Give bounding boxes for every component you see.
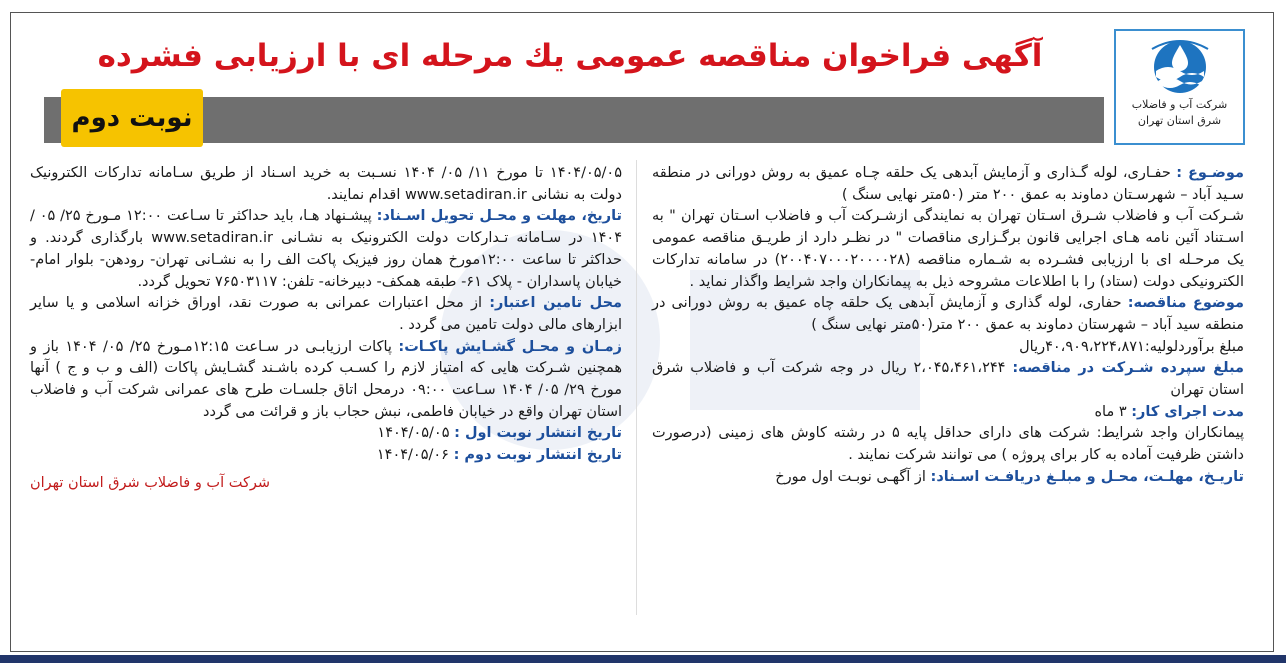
- funding-paragraph: [30, 293, 622, 336]
- right-column: [652, 163, 1244, 489]
- funding-label: محل تامین اعتبار:: [489, 295, 623, 312]
- water-drop-logo-icon: [1148, 37, 1212, 95]
- company-logo: [1114, 29, 1245, 145]
- duration-label: مدت اجرای کار:: [1131, 403, 1244, 420]
- footer-bar: [0, 655, 1286, 663]
- submission-paragraph: [30, 206, 622, 293]
- intro-paragraph: شـرکت آب و فاضلاب شـرق اسـتان تهران به نمایندگی ازشـرکت آب و فاضلاب اسـتان تهران " به اسـتناد آئین نامه هـای اجرایی قانون برگـزاری مناقصات " در نظـر دارد از طریـق مناقصه عمومی یک مرحـله ای با ارزیابی فشـرده به شـماره مناقصه (۲۰۰۴۰۷۰۰۰۲۰۰۰۰۲۸) در سامانه تدارکات الکترونیکی دولت (ستاد) را با اطلاعات مشروحه ذیل به پیمانکاران واجد شرایط واگذار نماید .: [652, 208, 1245, 290]
- qualification-paragraph: پیمانکاران واجد شرایط: شرکت های دارای حداقل پایه ۵ در رشته کاوش های زمینی (درصورت داشتن ظرفیت آماده به کار برای پروژه ) می توانند شرکت نمایند .: [652, 425, 1245, 464]
- duration-text: ۳ ماه: [1094, 403, 1132, 420]
- second-publication-paragraph: [30, 445, 622, 467]
- opening-paragraph: [30, 337, 622, 424]
- first-publication-date: ۱۴۰۴/۰۵/۰۵: [377, 425, 455, 442]
- tender-subject-text: حفاری، لوله گذاری و آزمایش آبدهی یک حلقه چاه عمیق به روش دورانی در منطقه سید آباد – شهرستان دماوند به عمق ۲۰۰ متر(۵۰متر نهایی سنگ ): [652, 295, 1244, 333]
- subject-text: حفـاری، لوله گـذاری و آزمایش آبدهی یک حلقه چـاه عمیق به روش دورانی در منطقه سـید آباد – شهرسـتان دماوند به عمق ۲۰۰ متر (۵۰متر نهایی سنگ ): [652, 165, 1244, 203]
- column-divider: [636, 160, 637, 615]
- signature: شرکت آب و فاضلاب شرق استان تهران: [30, 474, 271, 491]
- subject-paragraph: [652, 163, 1244, 206]
- round-badge-label: نوبت دوم: [71, 103, 193, 133]
- notice-title: آگهی فراخوان مناقصه عمومی یك مرحله ای با ارزیابی فشرده: [97, 38, 1043, 74]
- docs-paragraph: [652, 467, 1244, 489]
- logo-line-2: شرق استان تهران: [1137, 114, 1222, 127]
- docs-text: از آگهـی نوبـت اول مورخ: [775, 468, 931, 485]
- second-publication-label: تاریخ انتشار نوبت دوم :: [453, 447, 622, 464]
- left-column: [30, 163, 622, 495]
- round-badge: [61, 89, 203, 147]
- opening-text: پاکات ارزیابـی در سـاعت ۱۲:۱۵مـورخ ۲۵/ ۰۵/ ۱۴۰۴ باز و همچنین شـرکت هایی که امتیاز لازم را کسـب کرده باشـند گشـایش پاکات (الف و ب و ج ) آنها مورخ ۲۹/ ۰۵/ ۱۴۰۴ سـاعت ۰۹:۰۰ درمحل اتاق جلسـات طرح های عمرانی شرکت آب و فاضلاب استان تهران واقع در خیابان فاطمی، نبش حجاب باز و قرائت می گردد: [30, 338, 623, 420]
- tender-subject-paragraph: [652, 293, 1244, 336]
- subject-label: موضـوع :: [1176, 165, 1244, 181]
- tender-subject-label: موضوع مناقصه:: [1127, 295, 1244, 312]
- first-publication-paragraph: [30, 423, 622, 445]
- deposit-text: ۲،۰۴۵،۴۶۱،۲۴۴ ریال در وجه شرکت آب و فاضلاب شرق استان تهران: [652, 360, 1244, 399]
- logo-line-1: شرکت آب و فاضلاب: [1131, 98, 1228, 111]
- opening-label: زمـان و محـل گشـایش پاکـات:: [398, 338, 623, 355]
- docs-continued-paragraph: ۱۴۰۴/۰۵/۰۵ تا مورخ ۱۱/ ۰۵/ ۱۴۰۴ نسـبت به خرید اسـناد از طریق سـامانه تدارکات الکترونیک دولت به نشانی www.setadiran.ir اقدام نمایند.: [30, 165, 622, 203]
- first-publication-label: تاریخ انتشار نوبت اول :: [454, 425, 622, 442]
- submission-text: پیشـنهاد هـا، باید حداکثر تا سـاعت ۱۲:۰۰ مـورخ ۲۵/ ۰۵ / ۱۴۰۴ در سـامانه تـدارکات دولت الکترونیک به نشـانی www.setadiran.ir بارگذاری گردند. و حداکثر تا ساعت ۱۲:۰۰مورخ همان روز فیزیک پاکت الف را به نشـانی تهران- رودهن- بلوار امام- خیابان پاسداران - پلاک ۶۱- طبقه همکف- دبیرخانه- تلفن: ۷۶۵۰۳۱۱۷ تحویل گردد.: [30, 208, 622, 290]
- funding-text: از محل اعتبارات عمرانی به صورت نقد، اوراق خزانه اسلامی و یا سایر ابزارهای مالی دولت تامین می گردد .: [30, 295, 622, 333]
- duration-paragraph: [652, 402, 1244, 424]
- deposit-label: مبلغ سپرده شـرکت در مناقصه:: [1012, 360, 1244, 377]
- title-bar: [44, 97, 1104, 143]
- submission-label: تاریخ، مهلت و محـل تحویل اسـناد:: [376, 208, 622, 225]
- docs-label: تاریـخ، مهلـت، محـل و مبلـغ دریافـت اسـناد:: [930, 468, 1244, 485]
- deposit-paragraph: [652, 358, 1244, 401]
- second-publication-date: ۱۴۰۴/۰۵/۰۶: [376, 447, 454, 464]
- estimate-paragraph: مبلغ برآوردلولیه:۴۰،۹۰۹،۲۲۴،۸۷۱ریال: [1019, 338, 1244, 355]
